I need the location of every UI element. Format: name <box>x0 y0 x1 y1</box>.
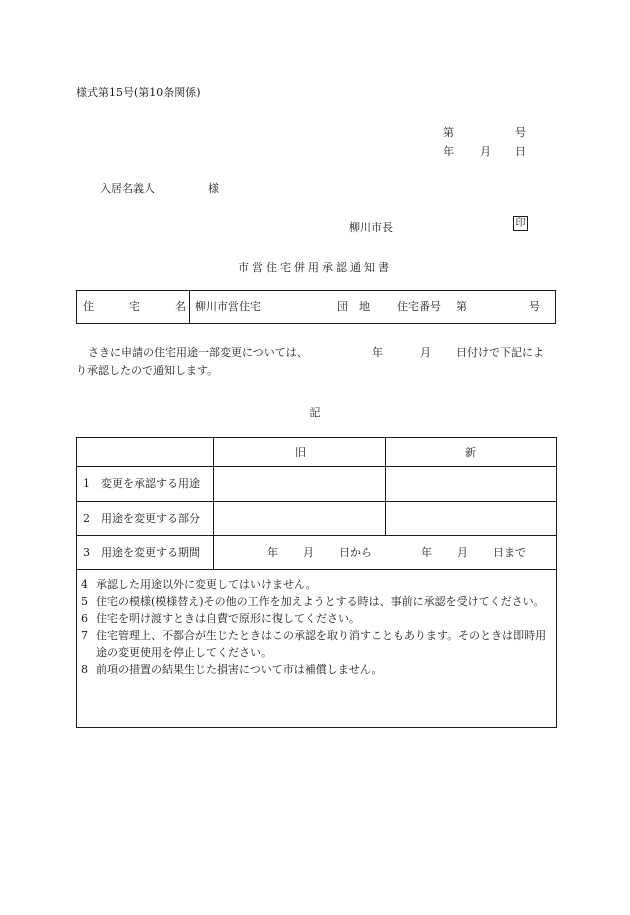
date-year: 年 <box>443 145 454 158</box>
note-item <box>81 610 551 627</box>
period-until: 日まで <box>493 546 526 559</box>
note-item <box>81 661 551 678</box>
note-text: 前項の措置の結果生じた損害について市は補償しません。 <box>96 663 383 676</box>
note-text: 住宅管理上、不都合が生じたときはこの承認を取り消すこともあります。そのときは即時用途の変更使用を停止してください。 <box>96 629 547 659</box>
period-from: 日から <box>339 546 372 559</box>
row-label: 1 変更を承認する用途 <box>83 477 200 490</box>
period-year-start: 年 <box>267 546 278 559</box>
col-divider <box>385 438 386 535</box>
doc-number-prefix: 第 <box>443 126 454 139</box>
row-divider <box>77 535 556 536</box>
date-day: 日 <box>515 145 526 158</box>
body-paragraph <box>76 344 556 380</box>
form-number: 様式第15号(第10条関係) <box>76 86 201 99</box>
period-year-end: 年 <box>421 546 432 559</box>
housing-label-char: 住 <box>83 300 94 313</box>
note-number: 6 <box>81 612 88 625</box>
note-number: 4 <box>81 578 88 591</box>
notes-list <box>81 576 551 678</box>
date-month: 月 <box>480 145 491 158</box>
addressee-honorific: 様 <box>208 182 219 195</box>
note-number: 5 <box>81 595 88 608</box>
housing-name: 柳川市営住宅 <box>195 300 261 313</box>
row-label: 3 用途を変更する期間 <box>83 546 200 559</box>
housing-danchi: 団 地 <box>337 300 370 313</box>
note-item <box>81 593 551 610</box>
body-text: り承認したので通知します。 <box>76 364 219 377</box>
header-old: 旧 <box>295 446 306 459</box>
body-text: さきに申請の住宅用途一部変更については、 <box>88 346 308 359</box>
period-month-start: 月 <box>303 546 314 559</box>
seal-mark: 印 <box>513 216 528 231</box>
header-new: 新 <box>465 446 476 459</box>
housing-unit-prefix: 第 <box>456 300 467 313</box>
period-month-end: 月 <box>457 546 468 559</box>
note-number: 8 <box>81 663 88 676</box>
col-divider <box>213 438 214 569</box>
note-text: 住宅を明け渡すときは自費で原形に復してください。 <box>96 612 360 625</box>
note-text: 承認した用途以外に変更してはいけません。 <box>96 578 317 591</box>
ki-heading: 記 <box>309 406 321 419</box>
housing-unit-label: 住宅番号 <box>397 300 441 313</box>
row-label: 2 用途を変更する部分 <box>83 512 200 525</box>
note-number: 7 <box>81 629 88 642</box>
document-title: 市営住宅併用承認通知書 <box>238 261 392 274</box>
doc-number-suffix: 号 <box>515 126 526 139</box>
housing-divider <box>189 291 190 323</box>
body-month: 月 <box>420 346 431 359</box>
detail-table <box>76 437 557 728</box>
housing-label-char: 宅 <box>129 300 140 313</box>
mayor-title: 柳川市長 <box>349 221 393 234</box>
housing-table <box>76 290 556 324</box>
note-text: 住宅の模様(模様替え)その他の工作を加えようとする時は、事前に承認を受けてください。 <box>96 595 545 608</box>
housing-unit-suffix: 号 <box>529 300 540 313</box>
note-item <box>81 576 551 593</box>
note-item <box>81 627 551 661</box>
row-divider <box>77 466 556 467</box>
body-year: 年 <box>372 346 383 359</box>
addressee-label: 入居名義人 <box>100 182 155 195</box>
row-divider <box>77 501 556 502</box>
row-divider <box>77 569 556 570</box>
body-text: 日付けで下記によ <box>456 346 544 359</box>
housing-label-char: 名 <box>175 300 186 313</box>
